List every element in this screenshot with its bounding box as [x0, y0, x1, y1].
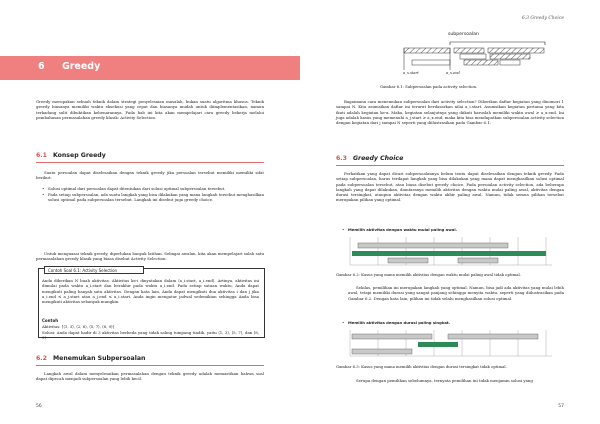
subpersoalan-bracket — [450, 42, 545, 45]
figure-activity-bar — [500, 60, 520, 65]
chapter-title: Greedy — [61, 61, 101, 72]
section-heading-6-1 — [36, 152, 106, 159]
example-heading: Contoh — [42, 318, 59, 323]
page-number-right: 57 — [558, 404, 564, 409]
figure-6-2-caption: Gambar 6.2: Kasus yang mana memilih aktivitas dengan waktu mulai paling awal tidak optimal. — [336, 272, 521, 277]
example-problem-text: Anda diberikan N buah aktivitas. Aktivitas ke-i dinyatakan dalam ⟨a_i.start, a_i.end⟩. Artinya, aktivitas ini dimulai pada waktu a_i.start dan berakhir pada waktu a_i.end. Pada setiap satuan waktu, Anda dapat mengikuti paling banyak satu aktivitas. Dengan kata lain, Anda dapat mengikuti dua aktivitas i dan j jika a_i.end ≤ a_j.start atau a_j.end ≤ a_i.start. Anda ingin mengatur jadwal sedemikian sehingga Anda bisa mengikuti aktivitas sebanyak mungkin. — [42, 278, 259, 305]
section-number: 6.1 — [36, 152, 47, 159]
figure-activity-bar — [458, 258, 498, 263]
figure-activity-bar — [352, 251, 546, 256]
chapter-heading — [38, 61, 100, 72]
section-title: Menemukan Subpersoalan — [52, 355, 146, 362]
figure-6-1-label: subpersoalan — [448, 32, 479, 37]
section-rule — [336, 165, 564, 166]
figure-activity-bar — [412, 60, 450, 65]
paragraph-greedy-choice: Perhatikan yang dapat dicari subpersoalannya belum tentu dapat diselesaikan dengan teknik greedy. Pada setiap subpersoalan, harus terdapat langkah yang bisa dilakukan yang mana dapat menghasilkan solusi optimal pada subpersoalan tersebut, atau biasa disebut greedy choice. Pada persoalan activity selection, ada beberapa langkah yang dapat dilakukan, diantaranya memilih aktivitas dengan waktu mulai paling awal, aktivitas dengan durasi tersingkat, ataupun aktivitas dengan waktu akhir paling awal. Namun, tidak semua pilihan tersebut merupakan pilihan yang optimal. — [336, 171, 564, 203]
bullet-dot: • — [342, 320, 345, 325]
section-6-1-paragraph-1: Suatu persoalan dapat diselesaikan dengan teknik greedy jika persoalan tersebut memiliki memiliki sifat berikut: — [36, 170, 264, 181]
figure-6-2 — [348, 235, 558, 267]
section-number: 6.2 — [36, 355, 47, 362]
figure-6-3-caption: Gambar 6.3: Kasus yang mana memilih aktivitas dengan durasi tersingkat tidak optimal. — [336, 364, 507, 369]
chapter-number: 6 — [38, 61, 45, 72]
figure-activity-bar — [404, 48, 450, 53]
choice-1-label: Memilih aktivitas dengan waktu mulai paling awal. — [348, 227, 458, 232]
figure-activity-bar — [388, 258, 428, 263]
section-title: Konsep Greedy — [52, 152, 106, 159]
example-activities: Aktivitas: [⟨1, 3⟩, ⟨2, 6⟩, ⟨5, 7⟩, ⟨8, 9⟩] — [42, 324, 115, 329]
figure-activity-bar — [490, 54, 530, 59]
figure-6-1-start: a_x.start — [403, 71, 419, 75]
right-page — [300, 0, 600, 424]
figure-activity-bar — [464, 60, 498, 65]
figure-activity-bar — [352, 334, 432, 339]
bullet-item-2: Pada setiap subpersoalan, ada suatu langkah yang bisa dilakukan yang mana langkah tersebut menghasilkan solusi optimal pada subpersoalan tersebut. Langkah ini disebut juga greedy choice. — [48, 192, 265, 203]
figure-activity-bar — [358, 243, 508, 248]
page-number-left: 56 — [36, 404, 42, 409]
section-6-1-paragraph-2: Untuk menguasai teknik greedy, diperlukan banyak latihan. Sebagai awalan, kita akan mempelajari salah satu permasalahan greedy klasik yang biasa disebut Activity Selection. — [36, 251, 264, 262]
bullet-dot: • — [342, 227, 345, 232]
paragraph-choice-2: Serupa dengan pemilihan sebelumnya, ternyata pemilihan ini tidak menjamin solusi yang — [356, 378, 533, 383]
figure-6-1-caption: Gambar 6.1: Subpersoalan pada activity selection. — [380, 84, 478, 89]
figure-activity-bar — [460, 54, 486, 59]
paragraph-choice-1: Sekilas, pemilihan ini merupakan langkah yang optimal. Namun, bisa jadi ada aktivitas yang mulai lebih awal, tetapi memiliki durasi yang sangat panjang sehingga menyita waktu, seperti yang diilustrasikan pada Gambar 6.2. Dengan kata lain, pilihan ini tidak selalu menghasilkan solusi optimal. — [348, 285, 564, 301]
example-box-tab: Contoh Soal 6.1: Activity Selection — [44, 266, 144, 274]
figure-activity-bar — [418, 342, 458, 347]
figure-6-1-end: a_x.end — [446, 71, 460, 75]
figure-activity-bar — [488, 48, 544, 53]
section-6-2-paragraph: Langkah awal dalam menyelesaikan permasalahan dengan teknik greedy adalah memastikan bahwa soal dapat dipecah menjadi subpersoalan yang lebih kecil. — [36, 371, 264, 382]
bullet-dot: • — [42, 192, 45, 197]
running-head: 6.3 Greedy Choice — [521, 16, 564, 21]
figure-6-3 — [348, 328, 558, 358]
intro-paragraph: Greedy merupakan sebuah teknik dalam strategi penyelesaian masalah, bukan suatu algoritma khusus. Teknik greedy biasanya memiliki waktu eksekusi yang cepat dan biasanya mudah untuk diimplementasikan, namun terkadang sulit dibuktikan kebenarannya. Pada bab ini kita akan mempelajari cara greedy bekerja melalui pembahasan permasalahan greedy klasik: Activity Selection. — [36, 99, 264, 120]
section-number: 6.3 — [336, 155, 347, 162]
figure-activity-bar — [448, 334, 538, 339]
example-solution: Solusi: Anda dapat hadir di 3 aktivitas berbeda yang tidak saling tumpang tindih, yaitu ⟨1, 3⟩, ⟨5, 7⟩, dan ⟨8, 9⟩ — [42, 330, 259, 341]
section-heading-6-2 — [36, 355, 145, 362]
bullet-dot: • — [42, 186, 45, 191]
choice-2-label: Memilih aktivitas dengan durasi paling singkat. — [348, 320, 451, 325]
figure-6-1 — [400, 34, 550, 80]
section-rule — [36, 162, 264, 163]
paragraph-subpersoalan: Bagaimana cara menemukan subpersoalan dari activity selection? Diberikan daftar kegiatan yang dinomori 1 sampai N. Kita asumsikan daftar ini terurut berdasarkan nilai a_i.start. Asumsikan kegiatan pertama yang kita ikuti adalah kegiatan ke-x. Maka, kegiatan selanjutnya yang diikuti haruslah memiliki waktu awal ≥ a_x.end. Ini juga adalah kasus yang memenuhi a_j.start ≥ a_x.end, maka kita bisa mendapatkan subpersoalan activity selection dengan kegiatan dari j sampai N seperti yang diilustrasikan pada Gambar 6.1. — [336, 99, 564, 126]
section-heading-6-3 — [336, 155, 403, 162]
section-rule — [36, 365, 264, 366]
section-title: Greedy Choice — [352, 155, 404, 162]
bullet-item-1: Solusi optimal dari persoalan dapat ditentukan dari solusi optimal subpersoalan tersebut. — [48, 186, 226, 191]
figure-activity-bar — [352, 349, 412, 354]
figure-activity-bar — [454, 48, 484, 53]
